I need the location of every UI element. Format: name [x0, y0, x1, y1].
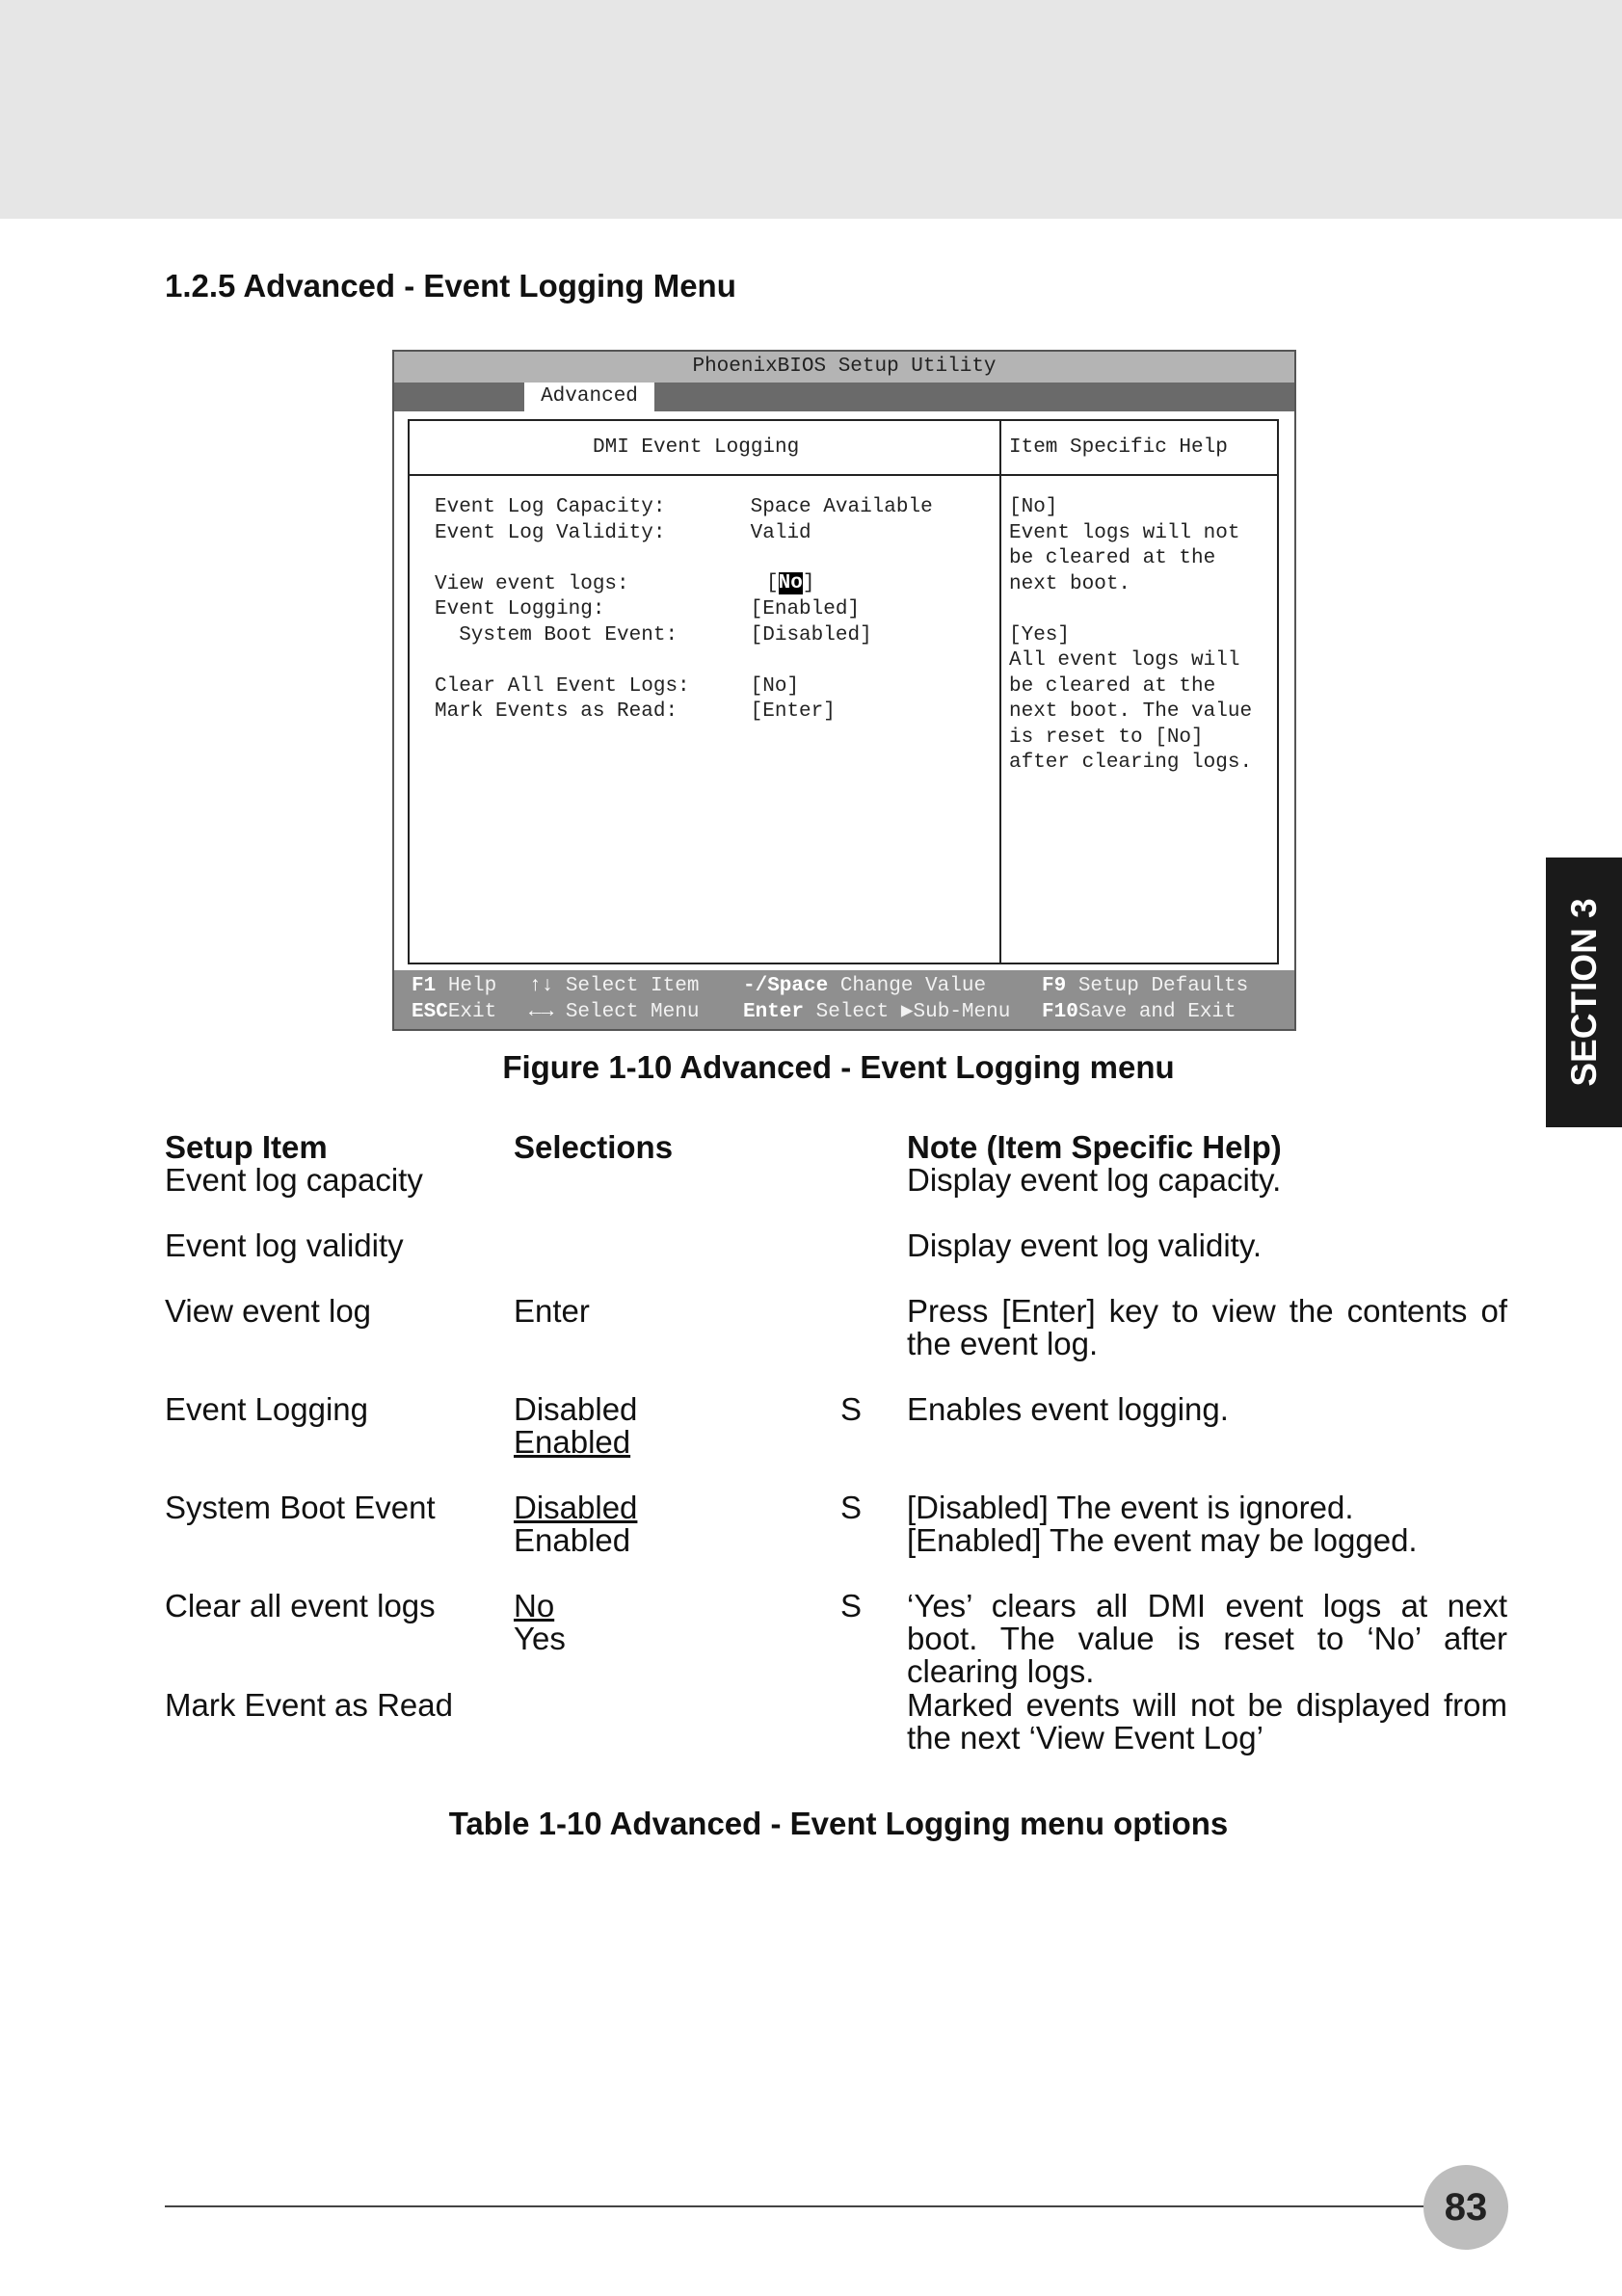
col-header-selections: Selections [514, 1129, 674, 1165]
section-heading: 1.2.5 Advanced - Event Logging Menu [165, 268, 736, 303]
bracket-open: [ [766, 572, 779, 594]
item-note [907, 1491, 1507, 1557]
status-f1 [412, 973, 496, 1000]
leftright-arrows-icon: ←→ [529, 1001, 554, 1023]
item-note: ‘Yes’ clears all DMI event logs at next boot. The value is reset to ‘No’ after clearing logs. [907, 1588, 1507, 1689]
col-header-note: Note (Item Specific Help) [907, 1129, 1282, 1165]
setup-item: Event Logging [165, 1391, 369, 1427]
status-f9 [1042, 973, 1248, 1000]
label-setup-defaults: Setup Defaults [1077, 975, 1249, 997]
selection-option: Enabled [514, 1522, 631, 1558]
col-header-setup-item: Setup Item [165, 1129, 328, 1165]
label-help: Help [447, 975, 497, 997]
status-f10 [1042, 999, 1236, 1026]
tab-advanced[interactable]: Advanced [524, 383, 654, 411]
selection-option-default: Enabled [514, 1424, 631, 1460]
header-band [0, 0, 1622, 219]
key-enter: Enter [743, 1001, 805, 1023]
key-f10: F10 [1042, 1001, 1078, 1023]
bracket-close: ] [802, 572, 815, 594]
figure-caption: Figure 1-10 Advanced - Event Logging menu [502, 1049, 1175, 1085]
column-divider [999, 421, 1001, 963]
help-panel-title: Item Specific Help [1009, 436, 1228, 459]
setup-item: Mark Event as Read [165, 1687, 453, 1723]
bios-screenshot [392, 350, 1296, 1031]
selected-value[interactable]: No [778, 572, 803, 594]
label-select-menu: Select Menu [565, 1001, 700, 1023]
setup-item: Event log validity [165, 1227, 404, 1263]
label-select: Select [815, 1001, 890, 1023]
help-text: [No] Event logs will not be cleared at the next boot. [Yes] All event logs will be cleared at the next boot. The value is reset to [No] after clearing logs. [1009, 496, 1253, 774]
key-f1: F1 [412, 975, 437, 997]
selection-option-default: Disabled [514, 1490, 638, 1525]
setup-item: Clear all event logs [165, 1588, 436, 1623]
selection-options [514, 1491, 637, 1557]
key-esc: ESC [412, 1001, 448, 1023]
flag: S [840, 1391, 863, 1427]
page-number: 83 [1423, 2165, 1508, 2250]
key-f9: F9 [1042, 975, 1067, 997]
label-change-value: Change Value [839, 975, 987, 997]
panel-title: DMI Event Logging [593, 436, 800, 459]
note-line: [Disabled] The event is ignored. [907, 1490, 1354, 1525]
bios-frame [408, 419, 1279, 964]
bios-menubar [394, 383, 1294, 411]
label-submenu: Sub-Menu [913, 1001, 1011, 1023]
flag: S [840, 1490, 863, 1525]
selection-option: Disabled [514, 1391, 638, 1427]
status-leftright [529, 999, 699, 1026]
item-note: Press [Enter] key to view the contents of the event log. [907, 1293, 1507, 1361]
settings-list-2: Event Logging: [Enabled] System Boot Event: [Disabled] Clear All Event Logs: [No] Mark Events as Read: [Enter] [435, 598, 872, 723]
settings-list: Event Log Capacity: Space Available Event Log Validity: Valid View event logs: [435, 496, 933, 595]
status-esc [412, 999, 496, 1026]
bios-title: PhoenixBIOS Setup Utility [394, 352, 1294, 383]
label-select-item: Select Item [565, 975, 700, 997]
selection-option: Yes [514, 1621, 566, 1656]
submenu-arrow-icon: ▶ [900, 1001, 914, 1023]
selection-option-default: No [514, 1588, 555, 1623]
setup-item: Event log capacity [165, 1162, 423, 1198]
item-note: Marked events will not be displayed from the next ‘View Event Log’ [907, 1687, 1507, 1755]
item-note: Display event log validity. [907, 1227, 1263, 1263]
key-space: -/Space [743, 975, 829, 997]
status-updown [529, 973, 699, 1000]
selection-options [514, 1590, 566, 1655]
selection-options [514, 1393, 637, 1459]
label-exit: Exit [447, 1001, 497, 1023]
status-enter [743, 999, 1010, 1026]
view-event-logs-field[interactable] [766, 571, 814, 597]
setup-item: View event log [165, 1293, 372, 1329]
header-divider [410, 474, 1277, 476]
section-side-tab [1546, 858, 1622, 1127]
bios-statusbar [394, 970, 1294, 1029]
flag: S [840, 1588, 863, 1623]
side-tab-label: SECTION 3 [1563, 898, 1604, 1087]
note-line: [Enabled] The event may be logged. [907, 1522, 1418, 1558]
item-note: Display event log capacity. [907, 1162, 1282, 1198]
label-save-exit: Save and Exit [1077, 1001, 1236, 1023]
item-note: Enables event logging. [907, 1391, 1229, 1427]
table-caption: Table 1-10 Advanced - Event Logging menu options [448, 1806, 1229, 1841]
status-space [743, 973, 986, 1000]
selection-option: Enter [514, 1293, 590, 1329]
footer-rule [165, 2205, 1504, 2207]
setup-item: System Boot Event [165, 1490, 436, 1525]
updown-arrows-icon: ↑↓ [529, 975, 554, 997]
